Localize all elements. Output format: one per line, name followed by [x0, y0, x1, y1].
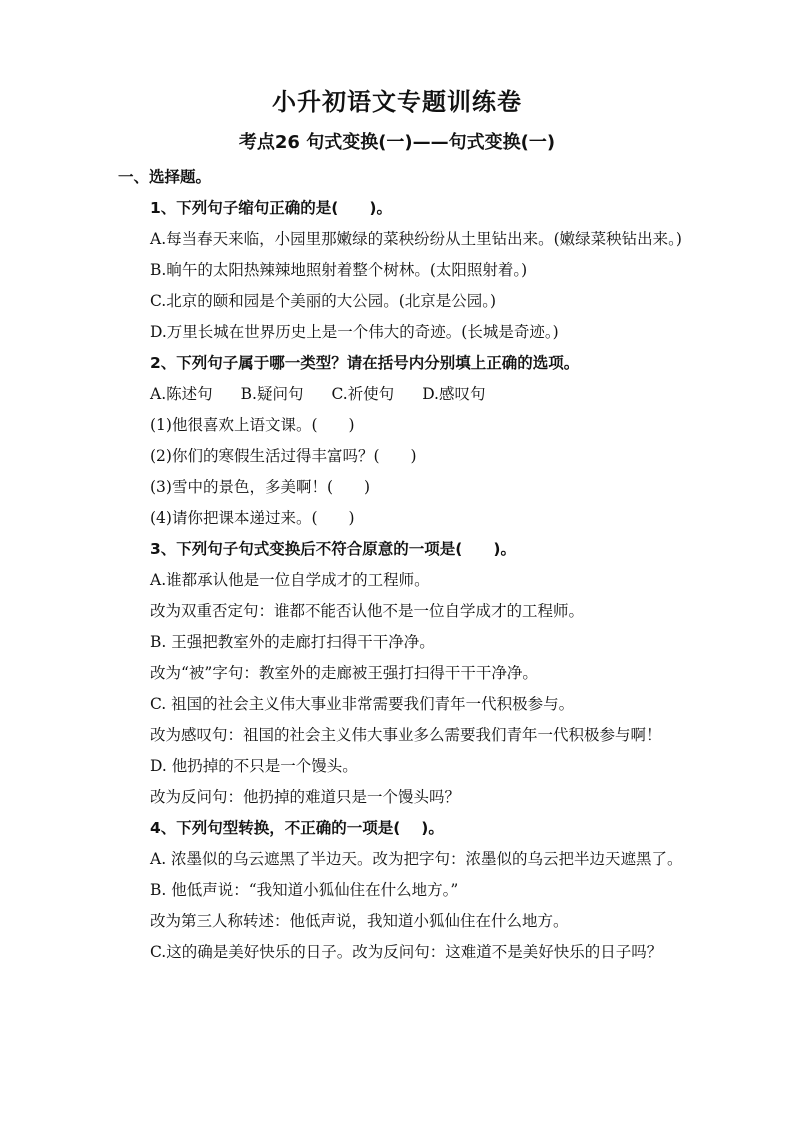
question-4-option-b: B. 他低声说：“我知道小狐仙住在什么地方。”	[150, 881, 459, 899]
question-3-stem: 3、下列句子句式变换后不符合原意的一项是( )。	[150, 540, 516, 558]
question-2-sentence-2: (2)你们的寒假生活过得丰富吗？( )	[150, 447, 417, 465]
question-3-option-a-change: 改为双重否定句：谁都不能否认他不是一位自学成才的工程师。	[150, 602, 585, 620]
question-3-option-d: D. 他扔掉的不只是一个馒头。	[150, 757, 358, 775]
question-2-sentence-3: (3)雪中的景色，多美啊！( )	[150, 478, 371, 496]
question-4-option-c: C.这的确是美好快乐的日子。改为反问句：这难道不是美好快乐的日子吗？	[150, 943, 663, 961]
exam-content	[118, 162, 698, 968]
question-2-stem: 2、下列句子属于哪一类型？请在括号内分别填上正确的选项。	[150, 354, 580, 372]
question-1-option-c: C.北京的颐和园是个美丽的大公园。(北京是公园。)	[150, 292, 497, 310]
question-3-option-b-change: 改为“被”字句：教室外的走廊被王强打扫得干干干净净。	[150, 664, 538, 682]
question-3-option-a: A.谁都承认他是一位自学成才的工程师。	[150, 571, 430, 589]
section-heading: 一、选择题。	[118, 168, 212, 186]
question-3-option-b: B. 王强把教室外的走廊打扫得干干净净。	[150, 633, 435, 651]
question-2-sentence-4: (4)请你把课本递过来。( )	[150, 509, 355, 527]
question-2-options	[118, 379, 698, 410]
question-4-option-b-change: 改为第三人称转述：他低声说，我知道小狐仙住在什么地方。	[150, 912, 569, 930]
question-3-option-c-change: 改为感叹句：祖国的社会主义伟大事业多么需要我们青年一代积极参与啊！	[150, 726, 662, 744]
page-title: 小升初语文专题训练卷	[272, 88, 522, 116]
question-1-option-a: A.每当春天来临，小园里那嫩绿的菜秧纷纷从土里钻出来。(嫩绿菜秧钻出来。)	[150, 230, 682, 248]
question-3-option-d-change: 改为反问句：他扔掉的难道只是一个馒头吗？	[150, 788, 461, 806]
page-subtitle: 考点26 句式变换(一)——句式变换(一)	[238, 132, 556, 153]
question-4-stem: 4、下列句型转换，不正确的一项是( )。	[150, 819, 444, 837]
question-1-option-d: D.万里长城在世界历史上是一个伟大的奇迹。(长城是奇迹。)	[150, 323, 559, 341]
question-4-option-a: A. 浓墨似的乌云遮黑了半边天。改为把字句：浓墨似的乌云把半边天遮黑了。	[150, 850, 683, 868]
question-2-option-b: B.疑问句	[240, 385, 304, 403]
question-2-option-a: A.陈述句	[150, 385, 213, 403]
question-3-option-c: C. 祖国的社会主义伟大事业非常需要我们青年一代积极参与。	[150, 695, 575, 713]
question-1-stem: 1、下列句子缩句正确的是( )。	[150, 199, 392, 217]
question-2-option-d: D.感叹句	[422, 385, 486, 403]
question-1-option-b: B.晌午的太阳热辣辣地照射着整个树林。(太阳照射着。)	[150, 261, 528, 279]
question-2-sentence-1: (1)他很喜欢上语文课。( )	[150, 416, 355, 434]
question-2-option-c: C.祈使句	[331, 385, 395, 403]
